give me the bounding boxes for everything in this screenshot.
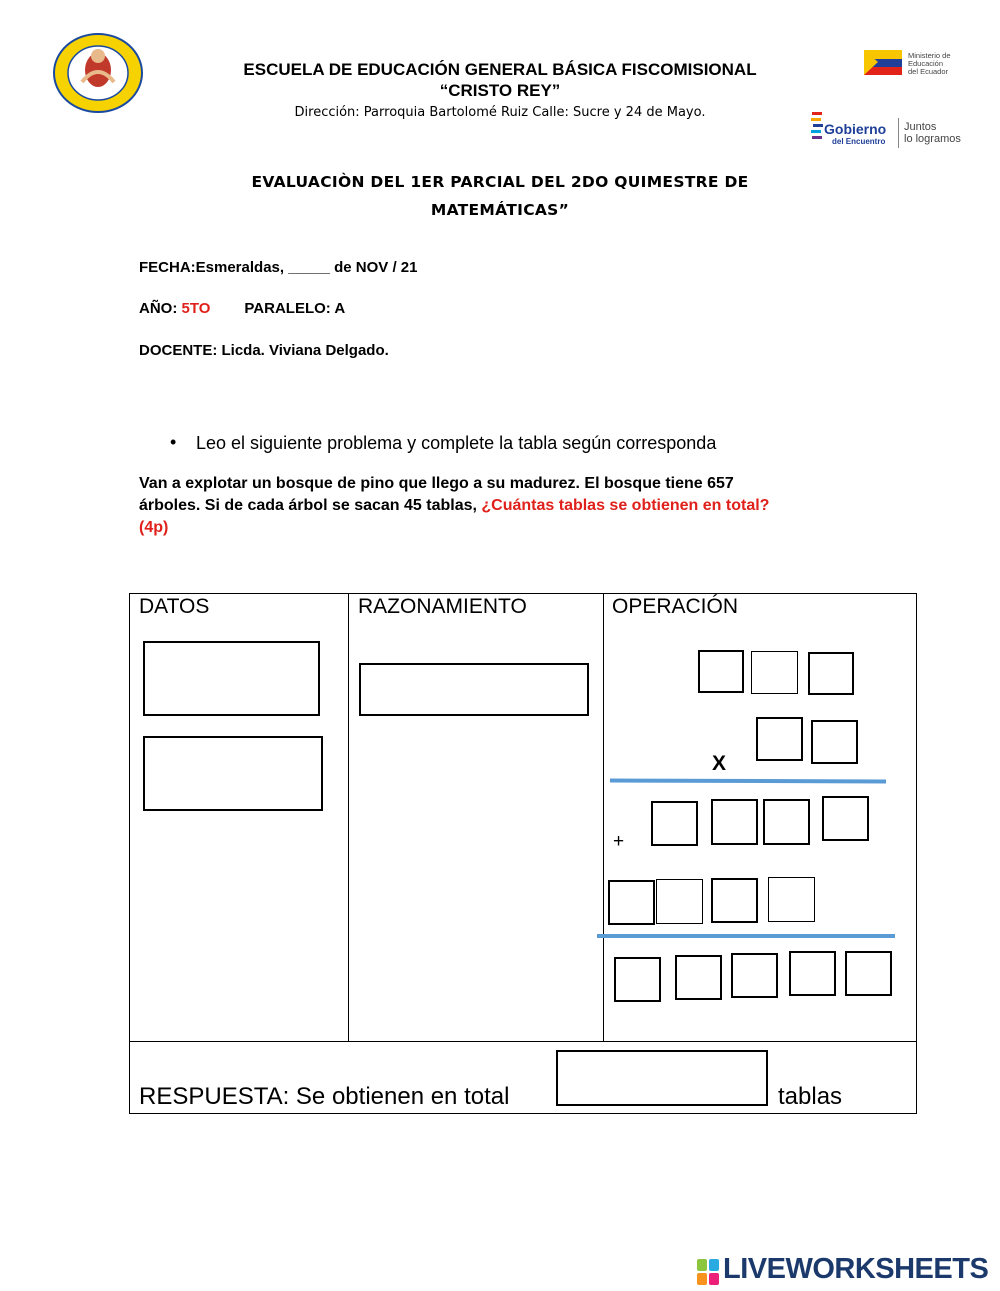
anio-label: AÑO: — [139, 300, 182, 317]
partial2-digit-2[interactable] — [656, 879, 703, 924]
result-digit-5[interactable] — [845, 951, 892, 996]
partial1-digit-2[interactable] — [711, 799, 758, 845]
ministry-logo — [864, 48, 904, 83]
bullet-dot: • — [170, 432, 177, 452]
result-digit-4[interactable] — [789, 951, 836, 996]
partial1-digit-4[interactable] — [822, 796, 869, 841]
problem-question: ¿Cuántas tablas se obtienen en total? — [481, 497, 770, 514]
multiplicand-digit-2[interactable] — [751, 651, 798, 694]
school-name: ESCUELA DE EDUCACIÓN GENERAL BÁSICA FISCOMISIONAL — [243, 60, 757, 79]
gobierno-logo-icon — [810, 110, 824, 151]
datos-input-2[interactable] — [143, 736, 323, 811]
instruction-text: Leo el siguiente problema y complete la tabla según corresponda — [196, 433, 717, 453]
partial1-digit-1[interactable] — [651, 801, 698, 846]
gobierno-name: Gobierno — [824, 121, 887, 137]
gobierno-divider — [898, 118, 899, 148]
liveworksheets-brand: LIVEWORKSHEETS — [723, 1253, 989, 1285]
fecha-line: FECHA:Esmeraldas, _____ de NOV / 21 — [139, 259, 418, 276]
plus-sign: + — [613, 831, 625, 852]
exam-title-line2: MATEMÁTICAS” — [430, 201, 570, 219]
partial1-digit-3[interactable] — [763, 799, 810, 845]
ministry-text: Ministerio de Educación del Ecuador — [908, 51, 951, 76]
paralelo-text: PARALELO: A — [244, 300, 346, 317]
col-datos-header: DATOS — [139, 595, 210, 618]
col-operacion-header: OPERACIÓN — [612, 595, 739, 618]
partial2-digit-1[interactable] — [608, 880, 655, 925]
answer-prefix: RESPUESTA: Se obtienen en total — [139, 1083, 510, 1110]
multiply-sign: X — [712, 752, 727, 775]
multiplier-digit-1[interactable] — [756, 717, 803, 761]
problem-points: (4p) — [139, 519, 169, 536]
multiplicand-digit-3[interactable] — [808, 652, 854, 695]
result-digit-1[interactable] — [614, 957, 661, 1002]
problem-line2: árboles. Si de cada árbol se sacan 45 tablas, ¿Cuántas tablas se obtienen en total? — [139, 497, 770, 514]
school-subtitle: “CRISTO REY” — [439, 81, 561, 100]
docente-line: DOCENTE: Licda. Viviana Delgado. — [139, 342, 389, 359]
table-divider-1 — [348, 593, 349, 1041]
datos-input-1[interactable] — [143, 641, 320, 716]
result-digit-3[interactable] — [731, 953, 778, 998]
table-answer-divider — [129, 1041, 916, 1042]
blue-line-2 — [597, 934, 895, 938]
multiplier-digit-2[interactable] — [811, 720, 858, 764]
partial2-digit-3[interactable] — [711, 878, 758, 923]
exam-title-line1: EVALUACIÒN DEL 1ER PARCIAL DEL 2DO QUIMESTRE DE — [251, 173, 749, 191]
result-digit-2[interactable] — [675, 955, 722, 1000]
gobierno-slogan: Juntos lo logramos — [904, 121, 961, 145]
anio-value: 5TO — [181, 300, 211, 317]
anio-line — [139, 300, 345, 317]
gobierno-sub: del Encuentro — [832, 137, 886, 146]
multiplicand-digit-1[interactable] — [698, 650, 744, 693]
partial2-digit-4[interactable] — [768, 877, 815, 922]
col-razonamiento-header: RAZONAMIENTO — [358, 595, 527, 618]
school-address: Dirección: Parroquia Bartolomé Ruiz Calle: Sucre y 24 de Mayo. — [294, 105, 706, 120]
answer-suffix: tablas — [778, 1083, 843, 1110]
liveworksheets-badge-icon — [697, 1259, 719, 1285]
answer-input[interactable] — [556, 1050, 768, 1106]
school-seal-logo — [52, 32, 144, 114]
table-divider-2 — [603, 593, 604, 1041]
problem-line1: Van a explotar un bosque de pino que llego a su madurez. El bosque tiene 657 — [139, 475, 734, 492]
razonamiento-input[interactable] — [359, 663, 589, 716]
